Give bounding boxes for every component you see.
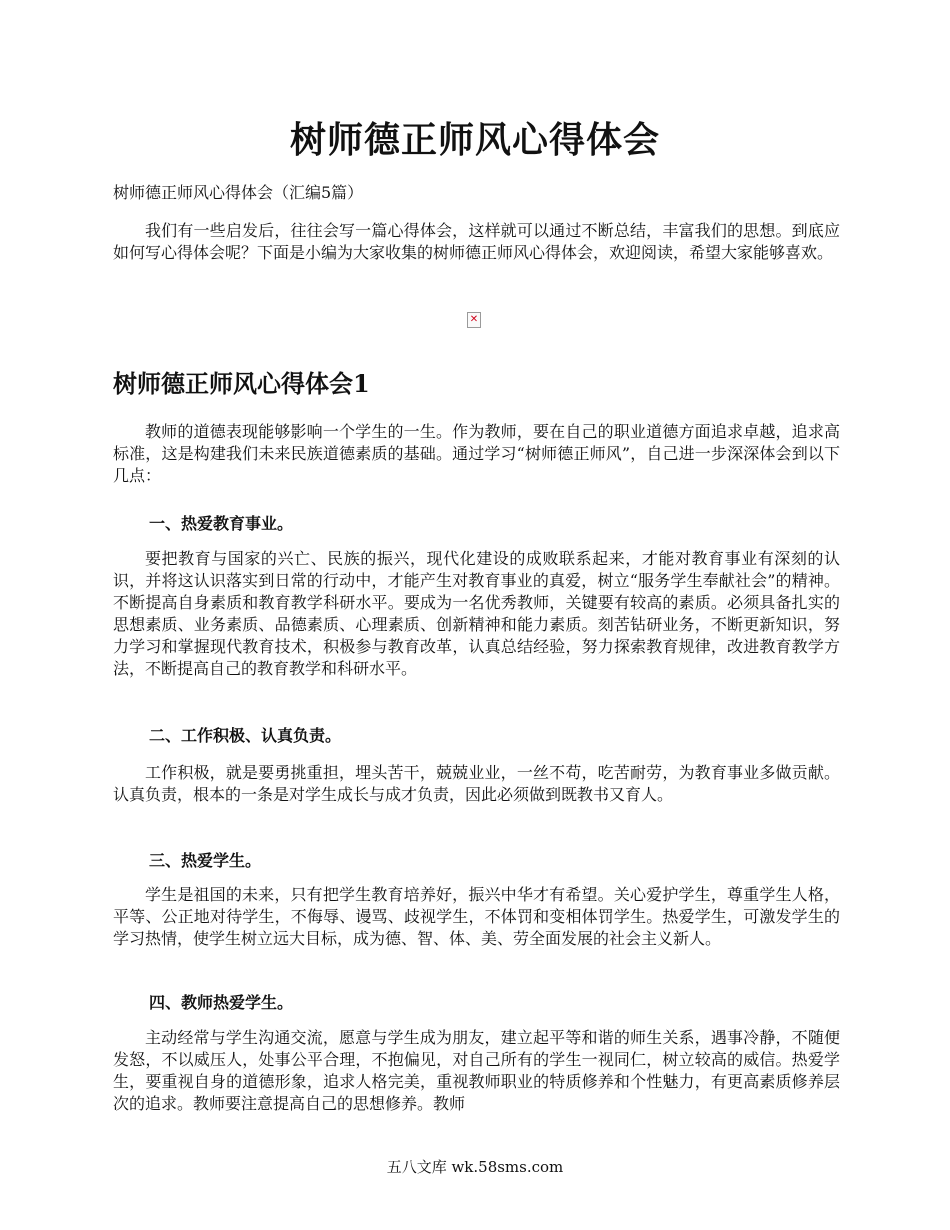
point-heading-1: 一、热爱教育事业。 xyxy=(149,514,294,533)
intro-paragraph: 我们有一些启发后，往往会写一篇心得体会，这样就可以通过不断总结，丰富我们的思想。到底应如何写心得体会呢？下面是小编为大家收集的树师德正师风心得体会，欢迎阅读，希望大家能够喜欢。 xyxy=(113,221,840,262)
point-heading-3: 三、热爱学生。 xyxy=(149,851,262,870)
document-title: 树师德正师风心得体会 xyxy=(289,119,660,161)
point-heading-4: 四、教师热爱学生。 xyxy=(149,993,294,1012)
point-body-4: 主动经常与学生沟通交流，愿意与学生成为朋友，建立起平等和谐的师生关系，遇事冷静，不随便发怒，不以威压人，处事公平合理，不抱偏见，对自己所有的学生一视同仁，树立较高的威信。热爱学生，要重视自身的道德形象，追求人格完美，重视教师职业的特质修养和个性魅力，有更高素质修养层次的追求。教师要注意提高自己的思想修养。教师 xyxy=(113,1028,840,1113)
section-intro-paragraph: 教师的道德表现能够影响一个学生的一生。作为教师，要在自己的职业道德方面追求卓越，追求高标准，这是构建我们未来民族道德素质的基础。通过学习“树师德正师风”，自己进一步深深体会到以下几点： xyxy=(113,422,840,485)
point-body-3: 学生是祖国的未来，只有把学生教育培养好，振兴中华才有希望。关心爱护学生，尊重学生人格，平等、公正地对待学生，不侮辱、谩骂、歧视学生，不体罚和变相体罚学生。热爱学生，可激发学生的学习热情，使学生树立远大目标，成为德、智、体、美、劳全面发展的社会主义新人。 xyxy=(113,885,840,948)
document-subtitle: 树师德正师风心得体会（汇编5篇） xyxy=(113,183,364,202)
section-heading: 树师德正师风心得体会1 xyxy=(113,369,370,398)
broken-image-icon: ✕ xyxy=(467,312,481,328)
page-footer: 五八文库 wk.58sms.com xyxy=(386,1158,564,1176)
point-body-2: 工作积极，就是要勇挑重担，埋头苦干，兢兢业业，一丝不苟，吃苦耐劳，为教育事业多做贡献。认真负责，根本的一条是对学生成长与成才负责，因此必须做到既教书又育人。 xyxy=(113,763,840,804)
point-heading-2: 二、工作积极、认真负责。 xyxy=(149,726,342,745)
point-body-1: 要把教育与国家的兴亡、民族的振兴，现代化建设的成败联系起来，才能对教育事业有深刻的认识，并将这认识落实到日常的行动中，才能产生对教育事业的真爱，树立“服务学生奉献社会”的精神。不断提高自身素质和教育教学科研水平。要成为一名优秀教师，关键要有较高的素质。必须具备扎实的思想素质、业务素质、品德素质、心理素质、创新精神和能力素质。刻苦钻研业务，不断更新知识，努力学习和掌握现代教育技术，积极参与教育改革，认真总结经验，努力探索教育规律，改进教育教学方法，不断提高自己的教育教学和科研水平。 xyxy=(113,549,840,678)
